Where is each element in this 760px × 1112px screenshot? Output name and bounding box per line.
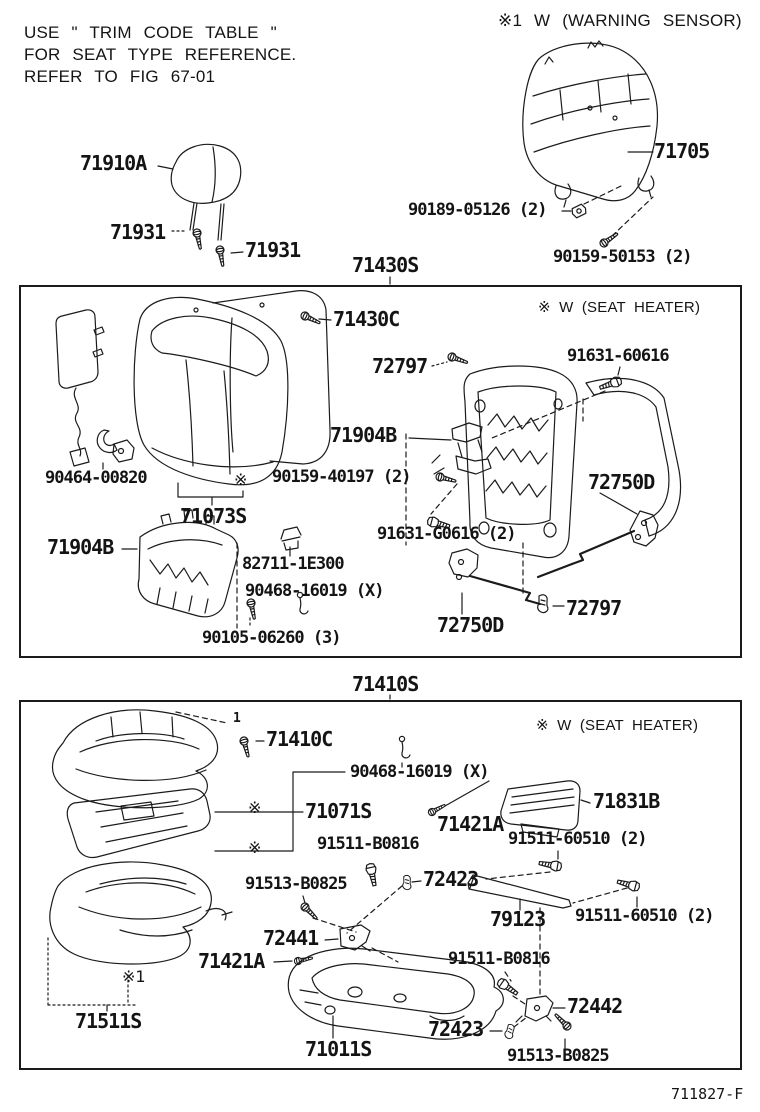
part-label-72423-lower: 72423 <box>428 1017 484 1041</box>
bolt-icon-91631-60616 <box>598 375 623 392</box>
part-label-82711-1E300: 82711-1E300 <box>242 554 344 574</box>
ref-mark-cushion-pad-2: ※ <box>248 838 262 857</box>
trim-code-note-line3: REFER TO FIG 67-01 <box>24 67 216 86</box>
screw-icon-90159-40197 <box>435 472 457 485</box>
part-label-91631-60616: 91631-60616 <box>567 346 669 366</box>
screw-icon-90105 <box>246 598 258 620</box>
clip-icon-72423-lower <box>504 1024 516 1040</box>
part-label-72423-upper: 72423 <box>423 867 479 891</box>
part-label-72797-lower: 72797 <box>566 596 622 620</box>
headrest-support-screw-icon <box>192 228 204 250</box>
part-label-72441: 72441 <box>263 926 319 950</box>
part-label-91513-B0825-upper: 91513-B0825 <box>245 874 347 894</box>
ref-mark-cushion-pad-1: ※ <box>248 798 262 817</box>
headrest-support-screw-icon <box>215 245 226 267</box>
part-label-91511-B0816-upper: 91511-B0816 <box>317 834 419 854</box>
part-label-71071S: 71071S <box>305 799 372 823</box>
part-label-91513-B0825-lower: 91513-B0825 <box>507 1046 609 1066</box>
clip-icon-72423-upper <box>403 875 411 889</box>
part-label-71011S: 71011S <box>305 1037 372 1061</box>
part-label-71430S: 71430S <box>352 253 419 277</box>
nut-icon-90189 <box>571 203 588 218</box>
seat-cushion-illustration <box>52 710 217 808</box>
hook-icon-90468-lower <box>399 736 410 757</box>
clip-icon-72797-lower <box>538 595 548 613</box>
part-label-71931-left: 71931 <box>110 220 166 244</box>
part-label-90189-05126: 90189-05126 (2) <box>408 200 547 220</box>
part-label-71410S: 71410S <box>352 672 419 696</box>
screw-icon-72797 <box>447 352 469 367</box>
part-label-71705: 71705 <box>654 139 710 163</box>
part-label-71831B: 71831B <box>593 789 660 813</box>
part-label-71073S: 71073S <box>180 504 247 528</box>
part-label-90464-00820: 90464-00820 <box>45 468 147 488</box>
part-label-91511-60510-upper: 91511-60510 (2) <box>508 829 647 849</box>
recliner-rod-lower-illustration <box>449 549 540 604</box>
cushion-heater-pad-illustration <box>67 789 210 858</box>
hinge-bracket-72441-illustration <box>340 925 370 951</box>
screw-icon-71410C <box>239 736 252 758</box>
bolt-icon-91511-60510-lower <box>616 877 640 892</box>
part-label-91631-G0616: 91631-G0616 (2) <box>377 524 516 544</box>
part-label-71410C: 71410C <box>266 727 333 751</box>
part-label-79123: 79123 <box>490 907 546 931</box>
bolt-icon-91511-B0816-upper <box>365 863 379 887</box>
part-label-71904B-upper: 71904B <box>330 423 397 447</box>
part-label-72750D-lower: 72750D <box>437 613 504 637</box>
side-airbag-illustration <box>56 310 134 466</box>
warning-sensor-note: ※1 W (WARNING SENSOR) <box>498 11 742 30</box>
part-label-71931-right: 71931 <box>245 238 301 262</box>
part-label-71421A-upper: 71421A <box>437 812 504 836</box>
seat-heater-note-cushion: ※ W (SEAT HEATER) <box>536 717 699 734</box>
figure-code: 711827-F <box>671 1085 744 1103</box>
seat-back-pad-illustration <box>134 291 330 485</box>
part-label-71910A: 71910A <box>80 151 147 175</box>
seat-heater-note-back: ※ W (SEAT HEATER) <box>538 299 701 316</box>
hinge-bracket-72442-illustration <box>516 996 553 1022</box>
part-label-90468-16019-lower: 90468-16019 (X) <box>350 762 489 782</box>
recliner-rod-upper-illustration <box>538 511 658 577</box>
wire-clamp-82711-icon <box>281 527 301 550</box>
bolt-icon-91511-B0816-lower <box>496 977 520 998</box>
part-label-90159-50153: 90159-50153 (2) <box>553 247 692 267</box>
part-label-72442: 72442 <box>567 994 623 1018</box>
part-label-90105-06260: 90105-06260 (3) <box>202 628 341 648</box>
part-label-71904B-lower: 71904B <box>47 535 114 559</box>
part-label-71511S: 71511S <box>75 1009 142 1033</box>
ref-mark-1-cushion: ※1 <box>122 967 146 986</box>
screw-icon-71430C <box>300 311 322 327</box>
part-label-90468-16019-upper: 90468-16019 (X) <box>245 581 384 601</box>
part-label-71430C: 71430C <box>333 307 400 331</box>
part-label-91511-60510-lower: 91511-60510 (2) <box>575 906 714 926</box>
ref-number-1: 1 <box>233 711 241 726</box>
seat-back-board-illustration <box>523 41 658 207</box>
part-label-72797-upper: 72797 <box>372 354 428 378</box>
ref-mark-back-pad: ※ <box>234 470 248 489</box>
part-label-72750D-upper: 72750D <box>588 470 655 494</box>
headrest-illustration <box>171 144 241 240</box>
screw-icon-91513-B0825-upper <box>299 901 319 921</box>
part-label-91511-B0816-lower: 91511-B0816 <box>448 949 550 969</box>
screw-icon-90159-50153 <box>598 230 619 248</box>
trim-code-note <box>24 22 296 88</box>
part-label-71421A-lower: 71421A <box>198 949 265 973</box>
trim-code-note-line2: FOR SEAT TYPE REFERENCE. <box>24 45 297 64</box>
part-label-90159-40197: 90159-40197 (2) <box>272 467 411 487</box>
bolt-icon-91511-60510-upper <box>538 858 562 872</box>
trim-code-note-line1: USE " TRIM CODE TABLE " <box>24 23 277 42</box>
